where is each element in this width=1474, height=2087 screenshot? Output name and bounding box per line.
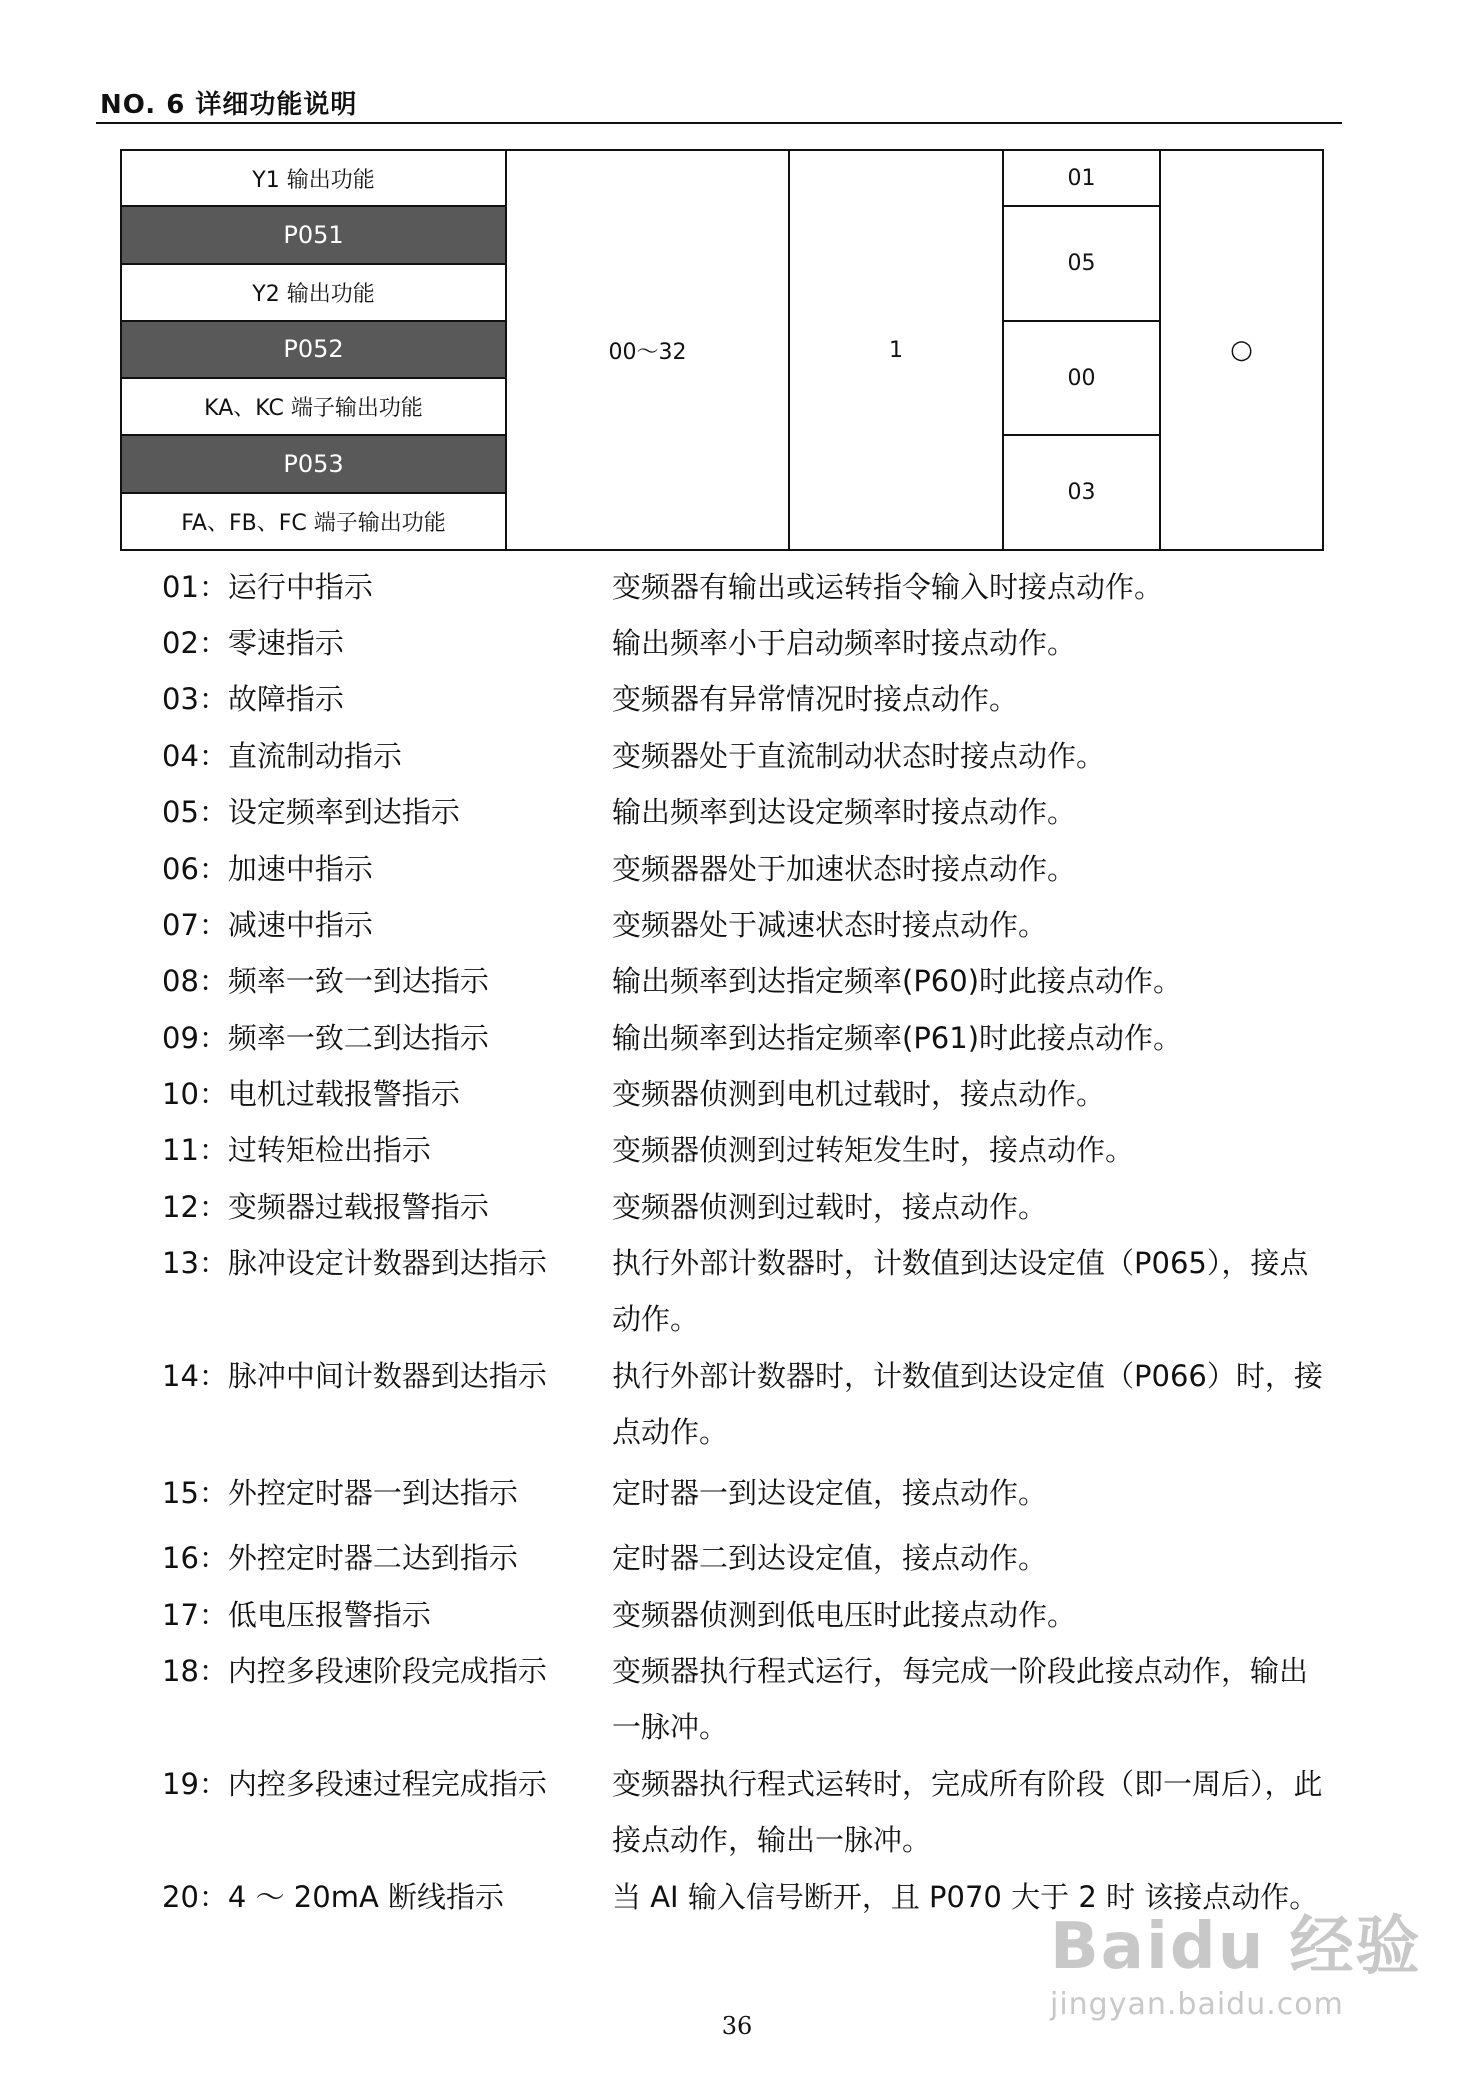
default-value-p054: 03 [1003,435,1160,550]
setting-range: 00～32 [506,150,789,550]
function-code: 17：低电压报警指示 [162,1598,431,1632]
function-description: 变频器执行程式运行，每完成一阶段此接点动作，输出一脉冲。 [612,1654,1309,1744]
function-code: 20：4 ～ 20mA 断线指示 [162,1880,504,1914]
function-description: 变频器执行程式运转时，完成所有阶段（即一周后），此接点动作，输出一脉冲。 [612,1767,1323,1857]
function-code: 14：脉冲中间计数器到达指示 [162,1359,547,1393]
function-description: 执行外部计数器时，计数值到达设定值（P065），接点动作。 [612,1246,1309,1336]
function-description: 变频器处于直流制动状态时接点动作。 [612,739,1106,773]
function-code: 10：电机过载报警指示 [162,1077,460,1111]
function-code: 13：脉冲设定计数器到达指示 [162,1246,547,1280]
function-name-y1: Y1 输出功能 [121,150,506,206]
watermark-url: jingyan.baidu.com [1050,1987,1344,2022]
function-name-fa-fb-fc: FA、FB、FC 端子输出功能 [121,493,506,550]
function-description: 变频器侦测到过转矩发生时，接点动作。 [612,1133,1135,1167]
function-description: 变频器侦测到过载时，接点动作。 [612,1190,1048,1224]
function-code: 04：直流制动指示 [162,739,402,773]
function-code: 12：变频器过载报警指示 [162,1190,489,1224]
function-code: 03：故障指示 [162,682,344,716]
function-description: 变频器处于减速状态时接点动作。 [612,908,1048,942]
header-divider [96,122,1342,124]
function-description: 变频器有异常情况时接点动作。 [612,682,1019,716]
function-code: 05：设定频率到达指示 [162,795,460,829]
function-code: 08：频率一致一到达指示 [162,964,489,998]
function-description: 当 AI 输入信号断开，且 P070 大于 2 时 该接点动作。 [612,1880,1319,1914]
default-value-p052: 05 [1003,206,1160,321]
default-value-p053: 00 [1003,321,1160,436]
setting-unit: 1 [789,150,1003,550]
function-code: 16：外控定时器二达到指示 [162,1541,518,1575]
function-code: 06：加速中指示 [162,852,373,886]
section-title: NO. 6 详细功能说明 [100,90,358,120]
function-name-ka-kc: KA、KC 端子输出功能 [121,378,506,435]
function-code: 09：频率一致二到达指示 [162,1021,489,1055]
param-code-p051: P051 [121,206,506,263]
function-name-y2: Y2 输出功能 [121,264,506,321]
function-description: 输出频率到达指定频率(P60)时此接点动作。 [612,964,1183,998]
function-description: 变频器有输出或运转指令输入时接点动作。 [612,570,1164,604]
function-description: 定时器二到达设定值，接点动作。 [612,1541,1048,1575]
function-description: 执行外部计数器时，计数值到达设定值（P066）时，接点动作。 [612,1359,1323,1449]
function-description: 定时器一到达设定值，接点动作。 [612,1476,1048,1510]
function-description: 输出频率小于启动频率时接点动作。 [612,626,1077,660]
parameter-table [120,149,1324,551]
function-description: 变频器器处于加速状态时接点动作。 [612,852,1077,886]
function-description: 变频器侦测到电机过载时，接点动作。 [612,1077,1106,1111]
baidu-watermark [1050,1895,1430,2022]
function-code: 07：减速中指示 [162,908,373,942]
function-code: 01：运行中指示 [162,570,373,604]
runtime-change-mark: ○ [1160,150,1323,550]
param-code-p053: P053 [121,435,506,492]
function-code: 19：内控多段速过程完成指示 [162,1767,547,1801]
page-number: 36 [721,2012,753,2040]
function-code: 02：零速指示 [162,626,344,660]
function-description: 输出频率到达指定频率(P61)时此接点动作。 [612,1021,1183,1055]
watermark-logo: Baidu 经验 [1050,1910,1422,1984]
param-code-p052: P052 [121,321,506,378]
function-code: 15：外控定时器一到达指示 [162,1476,518,1510]
function-description: 变频器侦测到低电压时此接点动作。 [612,1598,1077,1632]
function-code: 18：内控多段速阶段完成指示 [162,1654,547,1688]
default-value-p051: 01 [1003,150,1160,206]
function-code: 11：过转矩检出指示 [162,1133,431,1167]
function-description: 输出频率到达设定频率时接点动作。 [612,795,1077,829]
